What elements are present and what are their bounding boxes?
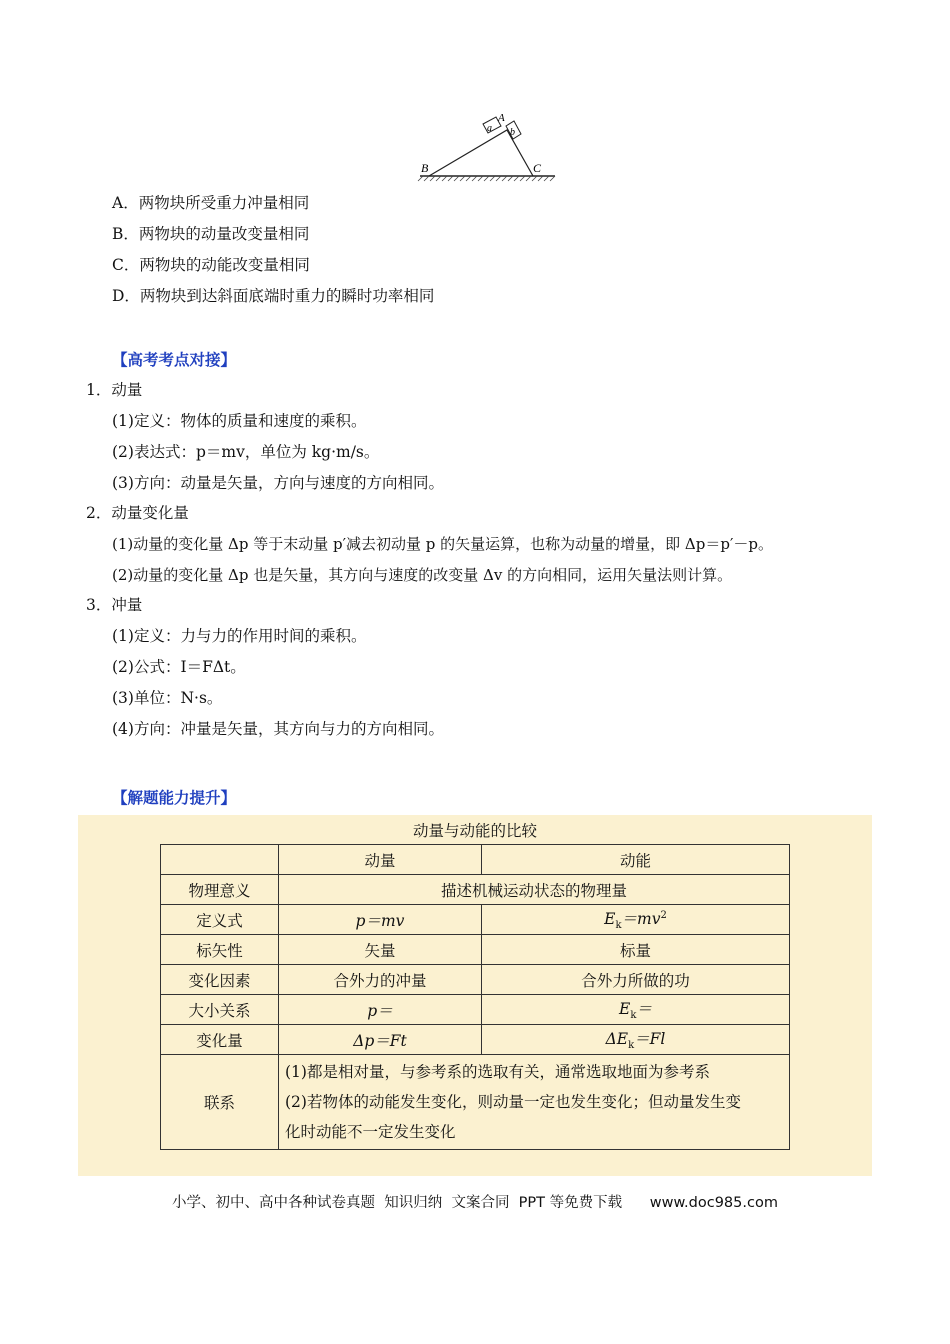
table-row bbox=[161, 875, 790, 905]
figure-label-a: a bbox=[487, 123, 492, 134]
item-line: (1)定义：力与力的作用时间的乘积。 bbox=[112, 627, 367, 645]
table-cell bbox=[482, 1025, 790, 1055]
formula-part: ＝ bbox=[636, 1000, 652, 1019]
relation-line: (1)都是相对量，与参考系的选取有关，通常选取地面为参考系 bbox=[285, 1063, 710, 1081]
formula-part: ΔE bbox=[605, 1030, 629, 1049]
table-cell-relation bbox=[279, 1055, 790, 1150]
figure-label-C: C bbox=[533, 161, 542, 175]
table-row bbox=[161, 845, 790, 875]
table-cell bbox=[482, 905, 790, 935]
comparison-panel bbox=[78, 815, 872, 1176]
table-cell: 合外力所做的功 bbox=[482, 965, 790, 995]
table-cell: p＝mv bbox=[279, 905, 482, 935]
option-b: B．两物块的动量改变量相同 bbox=[112, 225, 310, 243]
table-row bbox=[161, 1025, 790, 1055]
table-row bbox=[161, 995, 790, 1025]
table-cell bbox=[161, 845, 279, 875]
table-cell: Δp＝Ft bbox=[279, 1025, 482, 1055]
formula-superscript: 2 bbox=[660, 910, 667, 922]
option-a: A．两物块所受重力冲量相同 bbox=[112, 194, 310, 212]
table-title: 动量与动能的比较 bbox=[412, 822, 537, 840]
item-line: (3)方向：动量是矢量，方向与速度的方向相同。 bbox=[112, 474, 444, 492]
table-header-energy: 动能 bbox=[482, 845, 790, 875]
item-line: (2)表达式：p＝mv，单位为 kg·m/s。 bbox=[112, 443, 380, 461]
table-row bbox=[161, 935, 790, 965]
table-cell: 合外力的冲量 bbox=[279, 965, 482, 995]
option-d: D．两物块到达斜面底端时重力的瞬时功率相同 bbox=[112, 287, 435, 305]
formula-subscript: k bbox=[630, 1010, 637, 1022]
formula-part: ＝mv bbox=[621, 910, 661, 929]
table-cell: 标量 bbox=[482, 935, 790, 965]
table-row-label: 变化量 bbox=[161, 1025, 279, 1055]
relation-line: (2)若物体的动能发生变化，则动量一定也发生变化；但动量发生变 bbox=[285, 1093, 741, 1111]
table-header-momentum: 动量 bbox=[279, 845, 482, 875]
table-row-label: 标矢性 bbox=[161, 935, 279, 965]
table-row-label: 变化因素 bbox=[161, 965, 279, 995]
figure-label-A: A bbox=[498, 112, 505, 124]
figure-label-B: B bbox=[421, 161, 429, 175]
formula-part: E bbox=[619, 1000, 631, 1019]
section-heading-ability: 【解题能力提升】 bbox=[112, 788, 237, 807]
table-cell bbox=[482, 995, 790, 1025]
table-row bbox=[161, 905, 790, 935]
item-line: (2)公式：I＝FΔt。 bbox=[112, 658, 246, 676]
figure-label-b: b bbox=[510, 127, 515, 138]
table-row-label: 物理意义 bbox=[161, 875, 279, 905]
page-footer: 小学、初中、高中各种试卷真题 知识归纳 文案合同 PPT 等免费下载 www.doc985.com bbox=[172, 1195, 778, 1211]
formula-part: E bbox=[604, 910, 616, 929]
table-cell: p＝ bbox=[279, 995, 482, 1025]
formula-subscript: k bbox=[615, 920, 622, 932]
formula-part: ＝Fl bbox=[634, 1030, 666, 1049]
item-line: (3)单位：N·s。 bbox=[112, 689, 223, 707]
relation-line: 化时动能不一定发生变化 bbox=[285, 1123, 456, 1141]
item-line: (2)动量的变化量 Δp 也是矢量，其方向与速度的改变量 Δv 的方向相同，运用矢量法则计算。 bbox=[112, 566, 733, 584]
incline-figure bbox=[415, 110, 560, 182]
table-row-label: 联系 bbox=[161, 1055, 279, 1150]
table-row-label: 定义式 bbox=[161, 905, 279, 935]
item-title-momentum: 1．动量 bbox=[86, 381, 143, 399]
table-row bbox=[161, 1055, 790, 1150]
table-cell: 矢量 bbox=[279, 935, 482, 965]
formula-subscript: k bbox=[628, 1040, 635, 1052]
table-row bbox=[161, 965, 790, 995]
item-title-impulse: 3．冲量 bbox=[86, 596, 143, 614]
section-heading-exam-points: 【高考考点对接】 bbox=[112, 350, 237, 369]
item-title-momentum-change: 2．动量变化量 bbox=[86, 504, 189, 522]
table-row-label: 大小关系 bbox=[161, 995, 279, 1025]
item-line: (1)动量的变化量 Δp 等于末动量 p′减去初动量 p 的矢量运算，也称为动量的增量，即 Δp＝p′－p。 bbox=[112, 535, 773, 553]
item-line: (1)定义：物体的质量和速度的乘积。 bbox=[112, 412, 367, 430]
item-line: (4)方向：冲量是矢量，其方向与力的方向相同。 bbox=[112, 720, 444, 738]
comparison-table bbox=[160, 844, 790, 1150]
table-cell: 描述机械运动状态的物理量 bbox=[279, 875, 790, 905]
option-c: C．两物块的动能改变量相同 bbox=[112, 256, 310, 274]
